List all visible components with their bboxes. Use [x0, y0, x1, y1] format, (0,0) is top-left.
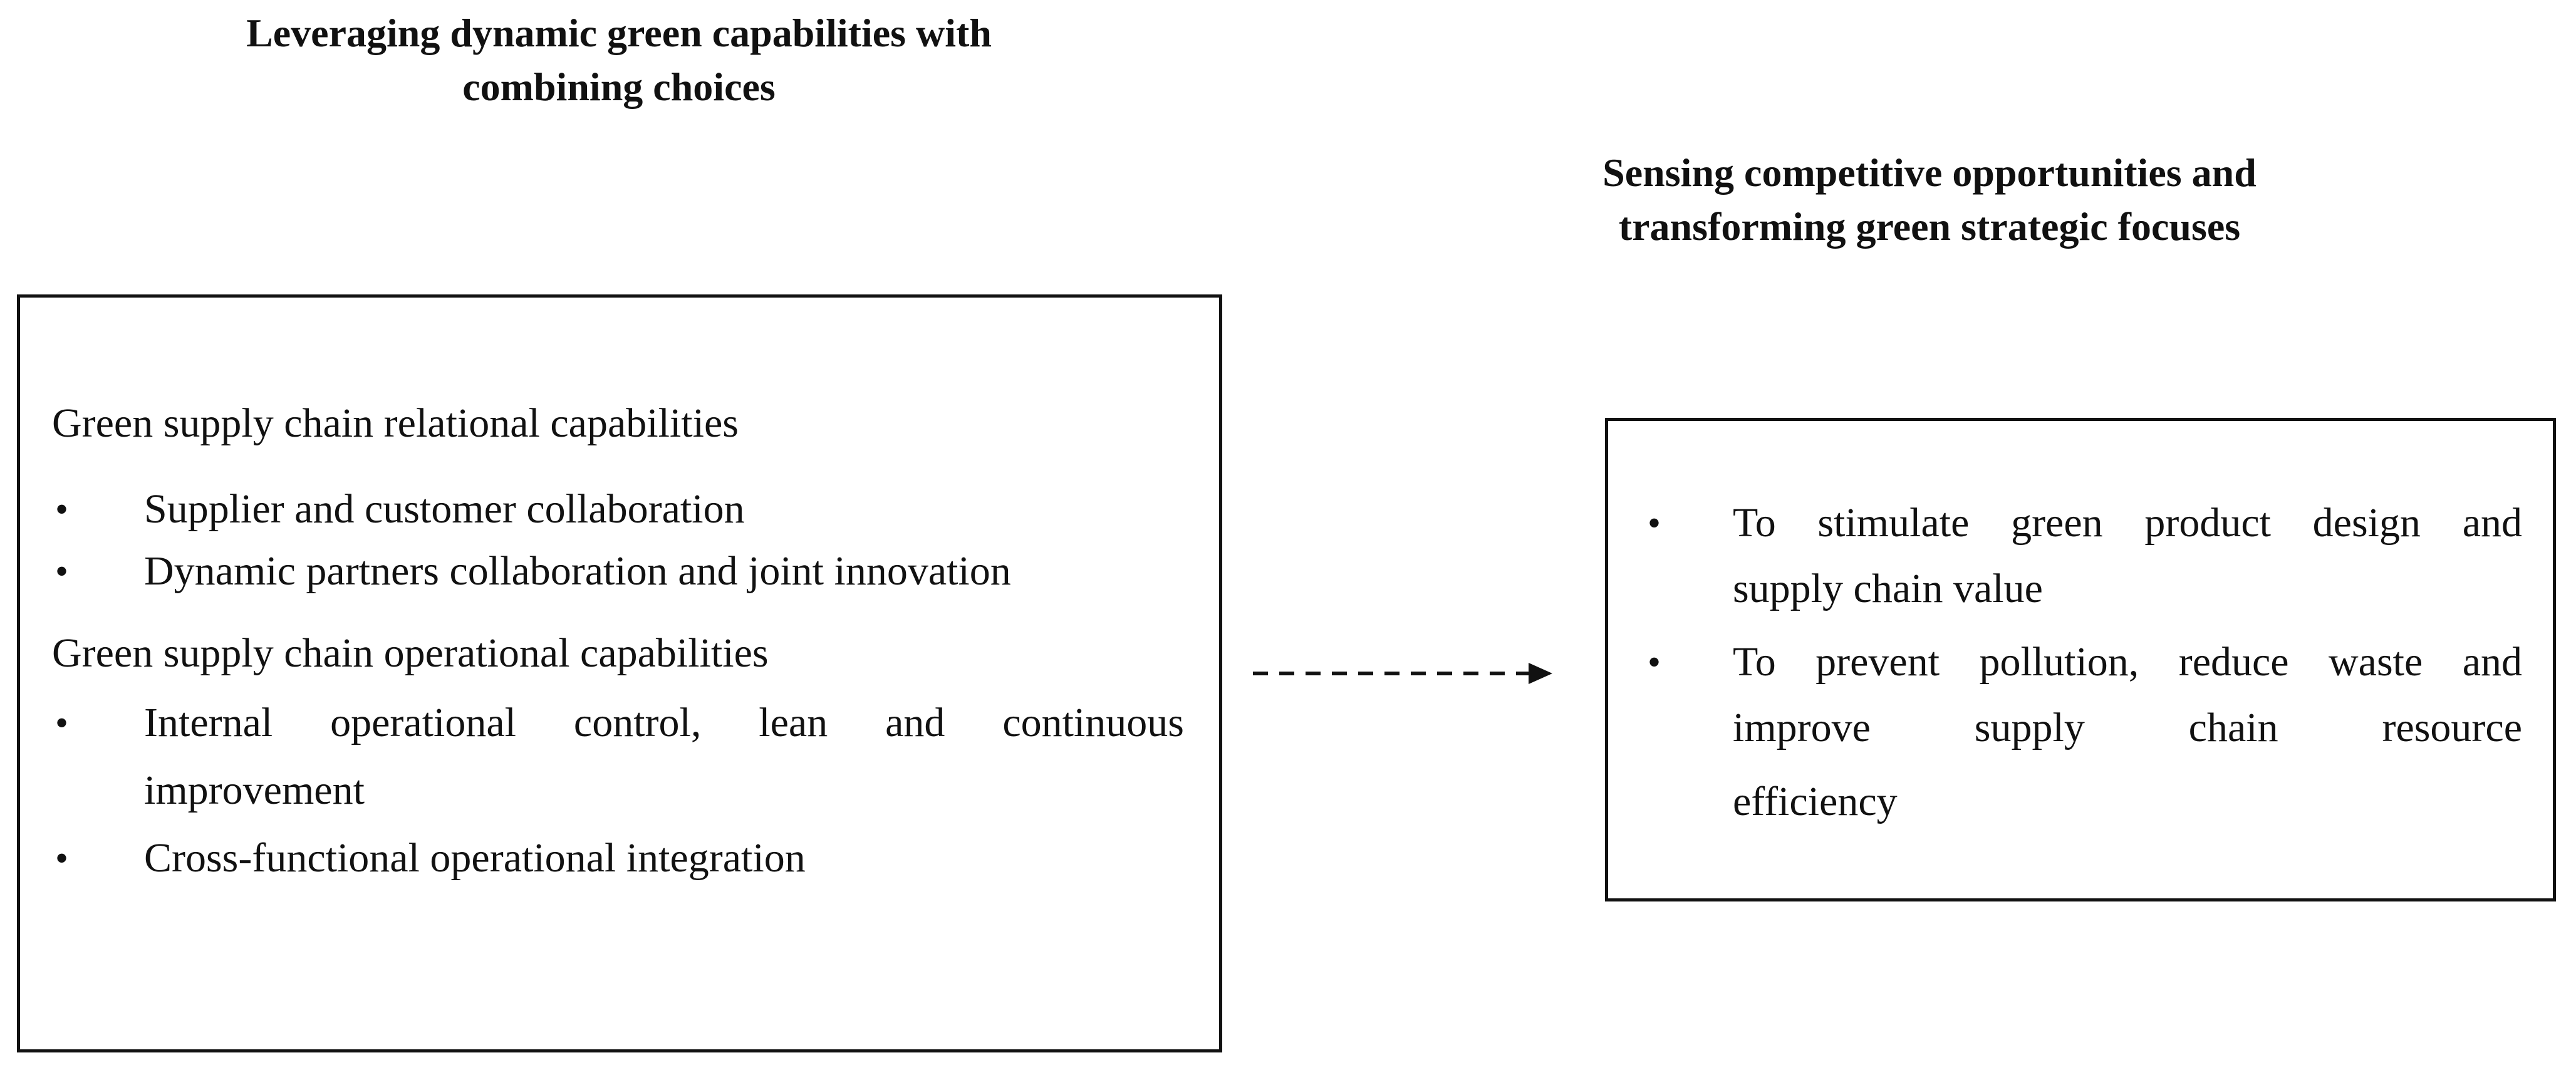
focus-item-2-line-1: To prevent pollution, reduce waste and — [1733, 639, 2522, 685]
relational-item-2: Dynamic partners collaboration and joint innovation — [144, 548, 1011, 594]
operational-item-2: Cross-functional operational integration — [144, 835, 806, 881]
bullet: • — [55, 702, 69, 744]
focus-item-1-line-1: To stimulate green product design and — [1733, 500, 2522, 546]
bullet: • — [55, 838, 69, 879]
operational-item-1-cont: improvement — [144, 767, 365, 813]
operational-heading: Green supply chain operational capabilities — [52, 630, 769, 676]
focus-item-2-line-2: improve supply chain resource — [1733, 705, 2522, 751]
relational-heading: Green supply chain relational capabilities — [52, 400, 739, 446]
left-title-line-2: combining choices — [462, 65, 776, 109]
operational-item-1: Internal operational control, lean and continuous — [144, 700, 1184, 745]
left-title-line-1: Leveraging dynamic green capabilities with — [246, 11, 992, 55]
focus-item-2-line-3: efficiency — [1733, 779, 1898, 824]
bullet: • — [55, 489, 69, 530]
bullet: • — [1648, 641, 1661, 683]
bullet: • — [55, 551, 69, 592]
right-title-line-1: Sensing competitive opportunities and — [1602, 150, 2257, 195]
right-title-line-2: transforming green strategic focuses — [1618, 204, 2241, 249]
arrow-head-icon — [1529, 663, 1552, 684]
bullet: • — [1648, 502, 1661, 544]
focus-item-1-line-2: supply chain value — [1733, 566, 2043, 611]
relational-item-1: Supplier and customer collaboration — [144, 486, 745, 532]
